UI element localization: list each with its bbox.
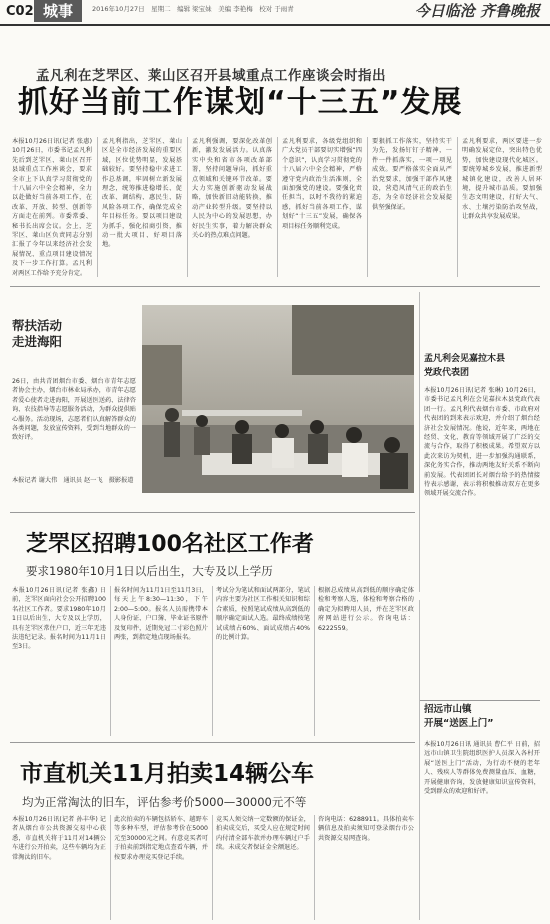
header-meta: 2016年10月27日 星期二 编辑 梁宝妹 美编 李艳梅 校对 于雨青 [92, 5, 294, 13]
column-rule [367, 137, 368, 277]
story2-title: 帮扶活动 走进海阳 [12, 318, 63, 349]
photo-illustration [142, 305, 414, 493]
column-rule [314, 815, 315, 920]
column-rule [277, 137, 278, 277]
story1-column: 孟凡利要求，两区要进一步明确发展定位，突出特色优势，加快建设现代化城区。要统筹城乡发展，推进新型城镇化建设，改善人居环境，提升城市品质。要加强生态文明建设，打好大气、水、土壤污染防治攻坚战，让群众共享发展成果。 [462, 138, 542, 221]
column-rule [97, 137, 98, 277]
column-rule [314, 586, 315, 736]
story1-column: 要狠抓工作落实，坚持实干为先，发扬钉钉子精神，一件一件抓落实，一项一项见成效。要严格落实全面从严治党要求，加强干部作风建设，营造风清气正的政治生态，为全市经济社会发展提供坚强保证。 [372, 138, 452, 211]
section-badge: 城事 [34, 0, 82, 22]
story3-column: 根据总成绩从高到低的顺序确定体检和考察人选，体检和考察合格的确定为拟聘用人员，并在芝罘区政府网站进行公示。咨询电话：6222559。 [318, 587, 414, 632]
column-rule [212, 815, 213, 920]
story2-caption: 本报记者 谢大伟 通讯员 赵一飞 摄影报道 [12, 477, 134, 484]
story1-column: 孟凡利要求，各级党组织和广大党员干部要切实增强“四个意识”，认真学习贯彻党的十八届六中全会精神，严格遵守党内政治生活准则，全面加强党的建设。要强化责任担当，以时不我待的紧迫感，抓好当前各项工作，谋划好“十三五”发展，确保各项目标任务顺利完成。 [282, 138, 362, 230]
story3-subhead: 要求1980年10月1日以后出生，大专及以上学历 [26, 564, 273, 578]
page-number: C02 [6, 4, 34, 19]
story2-body: 26日，由共青团烟台市委、烟台市青年志愿者协会主办，烟台市林业局承办，市青年志愿者爱心使者走进海阳，开展送医送药、法律咨询、农技指导等志愿服务活动，为群众提供贴心服务。活动现场，志愿者们认真解答群众的各类问题，发放宣传资料，受到当地群众的一致好评。 [12, 378, 136, 442]
story4-subhead: 均为正常淘汰的旧车，评估参考价5000—30000元不等 [22, 795, 307, 809]
sidebar2-title: 招远市山镇 开展“送医上门” [424, 704, 494, 729]
story4-column: 竞买人须交纳一定数额的保证金，拍卖成交后，买受人应在规定时间内付清全部车款并办理车辆过户手续。未成交者保证金全额退还。 [216, 816, 310, 852]
story4-headline: 市直机关11月拍卖14辆公车 [20, 761, 315, 787]
column-rule [212, 586, 213, 736]
story3-column: 本报10月26日讯(记者 张鑫) 日前，芝罘区面向社会公开招聘100名社区工作者。要求1980年10月1日以后出生，大专及以上学历，具有芝罘区常住户口，近三年无违法违纪记录。报名时间为11月1日至3日。 [12, 587, 106, 651]
newspaper-logo: 今日临沧 齐鲁晚报 [414, 2, 540, 20]
story1-column: 本报10月26日讯(记者 张惠) 10月26日，市委书记孟凡利先后到芝罘区、莱山区召开县域重点工作座谈会，要求全市上下认真学习贯彻党的十八届六中全会精神，全力以赴做好当前各项工作，在改革、开放、转型、创新等方面走在前列。市委常委、秘书长出席会议。会上，芝罘区、莱山区负责同志分别汇报了今年以来经济社会发展情况、重点项目建设情况及下一步工作打算。孟凡利对两区工作给予充分肯定。 [12, 138, 92, 277]
story4-column: 咨询电话：6288911。具体拍卖车辆信息及拍卖须知可登录烟台市公共资源交易网查询。 [318, 816, 414, 842]
sidebar1-body: 本报10月26日讯(记者 张琳) 10月26日，市委书记孟凡利在会见嘉拉木县党政代表团一行。孟凡利代表烟台市委、市政府对代表团的到来表示欢迎，并介绍了烟台经济社会发展情况。他说，近年来，两地在经贸、文化、教育等领域开展了广泛的交流与合作，取得了积极成果。希望双方以此次来访为契机，进一步加强沟通联系，深化务实合作，推动两地友好关系不断向前发展。代表团团长对烟台给予的热情接待表示感谢，表示将积极推动双方在更多领域开展交流合作。 [424, 387, 540, 498]
header-rule [0, 24, 550, 26]
column-rule [457, 137, 458, 277]
section-divider [10, 512, 415, 513]
news-photo [142, 305, 414, 493]
column-rule [419, 600, 420, 920]
story3-headline: 芝罘区招聘100名社区工作者 [26, 532, 314, 557]
story1-kicker: 孟凡利在芝罘区、莱山区召开县域重点工作座谈会时指出 [36, 68, 386, 84]
section-divider [10, 742, 415, 743]
story3-column: 考试分为笔试和面试两部分，笔试内容主要为社区工作相关知识和综合素质，按照笔试成绩从高到低的顺序确定面试人选。最终成绩按笔试成绩占60%、面试成绩占40%的比例计算。 [216, 587, 310, 642]
page-header [0, 0, 550, 34]
story1-headline: 抓好当前工作谋划“十三五”发展 [18, 85, 463, 120]
story1-column: 孟凡利指出，芝罘区、莱山区是全市经济发展的重要区域，区位优势明显，发展基础较好。要坚持稳中求进工作总基调，牢固树立新发展理念，统筹推进稳增长、促改革、调结构、惠民生、防风险各项工作，确保完成全年目标任务。要以项目建设为抓手，强化招商引资，推动一批大项目、好项目落地。 [102, 138, 182, 249]
column-rule [419, 292, 420, 592]
section-divider [420, 700, 540, 701]
story4-column: 此次拍卖的车辆包括轿车、越野车等多种车型，评估参考价在5000元至30000元之间。有意竞买者可于拍卖前到指定地点查看车辆，并按要求办理竞买登记手续。 [114, 816, 208, 861]
sidebar1-title: 孟凡利会见嘉拉木县 党政代表团 [424, 354, 506, 378]
section-divider [10, 286, 540, 287]
column-rule [187, 137, 188, 277]
story4-column: 本报10月26日讯(记者 孙丰华) 记者从烟台市公共资源交易中心获悉，市直机关将于11月对14辆公车进行公开拍卖，这些车辆均为正常淘汰的旧车。 [12, 816, 106, 861]
story3-column: 报名时间为11月1日至11月3日，每天上午8:30—11:30，下午2:00—5:00。报名人员需携带本人身份证、户口簿、毕业证书原件及复印件，近期免冠二寸彩色照片两张，到指定地点现场报名。 [114, 587, 208, 642]
column-rule [110, 815, 111, 920]
column-rule [110, 586, 111, 736]
sidebar2-body: 本报10月26日讯 通讯员 曹仁平 日前，招远市山镇卫生院组织医护人员深入各村开展“送医上门”活动，为行动不便的老年人、残疾人等群体免费测量血压、血糖，开展健康咨询，发放健康知识宣传资料，受到群众的欢迎和好评。 [424, 741, 540, 796]
story1-column: 孟凡利强调，要深化改革创新，激发发展活力。认真落实中央和省市各项改革部署，坚持问题导向，抓好重点领域和关键环节改革。要大力实施创新驱动发展战略，加快新旧动能转换，推动产业转型升级。要坚持以人民为中心的发展思想，办好民生实事，着力解决群众关心的热点难点问题。 [192, 138, 272, 240]
